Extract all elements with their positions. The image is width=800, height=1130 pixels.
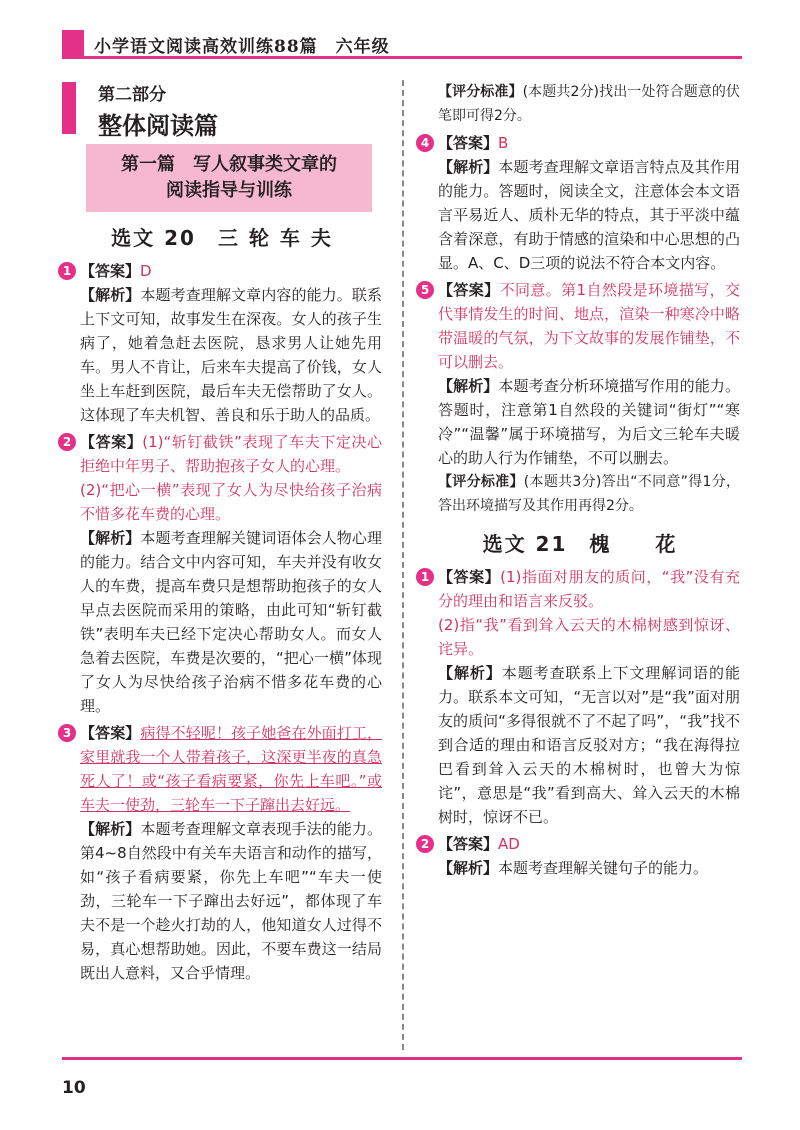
analysis-text: 本题考查联系上下文理解词语的能力。联系本文可知，“无言以对”是“我”面对朋友的质问“多得很就不了不起了吗”，“我”找不到合适的理由和语言反驳对方；“我在海得拉巴看到耸入云天的木棉树时，也曾大为惊诧”，意思是“我”看到高大、耸入云天的木棉树时，惊讶不已。	[438, 664, 740, 826]
answer-text: 不同意。第1自然段是环境描写，交代事情发生的时间、地点，渲染一种寒冷中略带温暖的气氛，为下文故事的发展作铺垫，不可以删去。	[438, 281, 740, 371]
footer-rule	[62, 1057, 742, 1060]
score-text: (本题共2分)找出一处符合题意的伏笔即可得2分。	[438, 84, 740, 124]
answer-text: AD	[498, 835, 520, 853]
analysis-label: 【解析】	[438, 377, 499, 395]
answer-label: 【答案】	[80, 262, 141, 280]
answer-text-1: (1)“斩钉截铁”表现了车夫下定决心拒绝中年男子、帮助抱孩子女人的心理。	[80, 433, 382, 475]
analysis-text: 本题考查理解文章语言特点及其作用的能力。答题时，阅读全文，注意体会本文语言平易近人、质朴无华的特点，其于平淡中蕴含着深意，有助于情感的渲染和中心思想的凸显。A、C、D三项的说法不符合本文内容。	[438, 158, 740, 272]
page-header	[62, 30, 742, 59]
analysis-text: 本题考查分析环境描写作用的能力。答题时，注意第1自然段的关键词“街灯”“寒冷”“温馨”属于环境描写，为后文三轮车夫暖心的助人行为作铺垫，不可以删去。	[438, 377, 740, 467]
chapter-box	[86, 144, 372, 212]
analysis-text: 本题考查理解文章内容的能力。联系上下文可知，故事发生在深夜。女人的孩子生病了，她着急赶去医院，恳求男人让她先用车。男人不肯让，后来车夫提高了价钱，女人坐上车赶到医院，最后车夫无偿帮助了女人。这体现了车夫机智、善良和乐于助人的品质。	[80, 286, 382, 424]
analysis-text: 本题考查理解文章表现手法的能力。第4~8自然段中有关车夫语言和动作的描写，如“孩子看病要紧，你先上车吧”“车夫一使劲，三轮车一下子蹿出去好远”，都体现了车夫不是一个趁火打劫的人，他知道女人过得不易，真心想帮助她。因此，不要车费这一结局既出人意料，又合乎情理。	[80, 820, 382, 982]
question-3	[62, 721, 382, 985]
question-number-badge: 2	[416, 835, 434, 853]
analysis-label: 【解析】	[80, 820, 141, 838]
article-20-title: 选文 20 三 轮 车 夫	[111, 226, 333, 250]
answer-text: B	[498, 134, 509, 152]
article-21-title: 选文 21 槐 花	[482, 532, 678, 556]
analysis-label: 【解析】	[80, 529, 141, 547]
analysis-label: 【解析】	[438, 859, 499, 877]
question-number-badge: 4	[416, 134, 434, 152]
score-text: (本题共3分)答出“不同意”得1分，答出环境描写及其作用再得2分。	[438, 474, 740, 514]
chapter-title-line1: 第一篇 写人叙事类文章的	[121, 154, 337, 175]
answer-label: 【答案】	[438, 568, 501, 586]
question-1	[420, 565, 740, 829]
question-number-badge: 1	[58, 262, 76, 280]
score-label: 【评分标准】	[438, 474, 524, 490]
book-title: 小学语文阅读高效训练88篇 六年级	[94, 37, 390, 57]
section-part: 第二部分	[98, 85, 166, 105]
question-2	[62, 430, 382, 718]
section-title: 整体阅读篇	[98, 112, 218, 140]
analysis-text: 本题考查理解关键词语体会人物心理的能力。结合文中内容可知，车夫并没有收女人的车费，提高车费只是想帮助抱孩子的女人早点去医院而采用的策略，由此可知“斩钉截铁”表明车夫已经下定决心帮助女人。而女人急着去医院，车费是次要的，“把心一横”体现了女人为尽快给孩子治病不惜多花车费的心理。	[80, 529, 382, 715]
answer-text: 病得不轻呢！孩子她爸在外面打工，家里就我一个人带着孩子，这深更半夜的真急死人了！或“孩子看病要紧，你先上车吧。”或车夫一使劲，三轮车一下子蹿出去好远。	[80, 724, 382, 814]
answer-label: 【答案】	[438, 281, 500, 299]
analysis-label: 【解析】	[80, 286, 141, 304]
question-5	[420, 278, 740, 518]
section-accent-bar	[62, 82, 76, 134]
right-column	[420, 80, 740, 883]
section-heading	[62, 80, 382, 138]
header-accent-bar	[62, 30, 84, 56]
question-number-badge: 3	[58, 724, 76, 742]
question-2	[420, 832, 740, 880]
analysis-label: 【解析】	[438, 158, 499, 176]
question-number-badge: 2	[58, 433, 76, 451]
question-3-score	[420, 80, 740, 128]
answer-label: 【答案】	[438, 134, 499, 152]
question-number-badge: 5	[416, 281, 434, 299]
left-column	[62, 80, 382, 988]
answer-label: 【答案】	[80, 724, 141, 742]
answer-text-1: (1)指面对朋友的质问，“我”没有充分的理由和语言来反驳。	[438, 568, 740, 610]
answer-text-2: (2)指“我”看到耸入云天的木棉树感到惊讶、诧异。	[438, 616, 740, 658]
chapter-title-line2: 阅读指导与训练	[166, 180, 292, 201]
answer-text-2: (2)“把心一横”表现了女人为尽快给孩子治病不惜多花车费的心理。	[80, 481, 382, 523]
analysis-text: 本题考查理解关键句子的能力。	[498, 859, 709, 877]
question-1	[62, 259, 382, 427]
answer-label: 【答案】	[438, 835, 499, 853]
question-number-badge: 1	[416, 568, 434, 586]
analysis-label: 【解析】	[438, 664, 502, 682]
answer-text: D	[140, 262, 152, 280]
column-divider	[402, 80, 404, 1050]
answer-label: 【答案】	[80, 433, 143, 451]
score-label: 【评分标准】	[438, 84, 523, 100]
page-number: 10	[62, 1078, 86, 1098]
question-4	[420, 131, 740, 275]
